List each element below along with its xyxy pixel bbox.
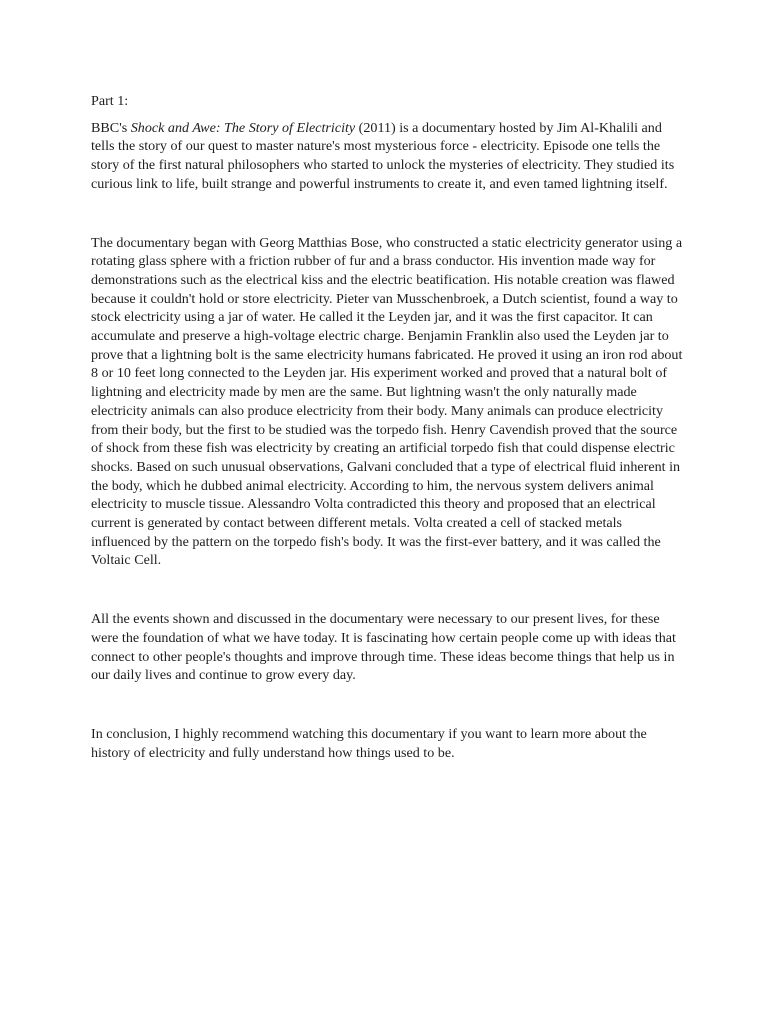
document-body — [91, 92, 683, 762]
intro-lead: BBC's — [91, 119, 131, 136]
part-heading: Part 1: — [91, 93, 129, 109]
conclusion-paragraph: In conclusion, I highly recommend watching this documentary if you want to learn more about the history of electricity and fully understand how things used to be. — [91, 725, 647, 761]
documentary-title: Shock and Awe: The Story of Electricity — [130, 119, 356, 136]
intro-paragraph — [91, 119, 683, 194]
significance-paragraph: All the events shown and discussed in the documentary were necessary to our present lives, for these were the foundation of what we have today. It is fascinating how certain people come up with ideas that connect to other people's thoughts and improve through time. These ideas become things that help us in our daily lives and continue to grow every day. — [91, 611, 676, 684]
intro-rest: (2011) is a documentary hosted by Jim Al-Khalili and tells the story of our quest to master nature's most mysterious force - electricity. Episode one tells the story of the first natural philosophers who started to unlock the mysteries of electricity. They studied its curious link to life, built strange and powerful instruments to create it, and even tamed lightning itself. — [91, 119, 675, 192]
history-paragraph: The documentary began with Georg Matthias Bose, who constructed a static electricity generator using a rotating glass sphere with a friction rubber of fur and a brass conductor. His invention made way for demonstrations such as the electrical kiss and the electric beatification. His notable creation was flawed because it couldn't hold or store electricity. Pieter van Musschenbroek, a Dutch scientist, found a way to stock electricity using a jar of water. He called it the Leyden jar, and it was the first capacitor. It can accumulate and preserve a high-voltage electric charge. Benjamin Franklin also used the Leyden jar to prove that a lightning bolt is the same electricity humans fabricated. He proved it using an iron rod about 8 or 10 feet long connected to the Leyden jar. His experiment worked and proved that a natural bolt of lightning and electricity made by men are the same. But lightning wasn't the only naturally made electricity animals can also produce electricity from their body. Many animals can produce electricity from their body, but the first to be studied was the torpedo fish. Henry Cavendish proved that the source of shock from these fish was electricity by creating an artificial torpedo fish that could dispense electric shocks. Based on such unusual observations, Galvani concluded that a type of electrical fluid inherent in the body, which he dubbed animal electricity. According to him, the nervous system delivers animal electricity to muscle tissue. Alessandro Volta contradicted this theory and proposed that an electrical current is generated by contact between different metals. Volta created a cell of stacked metals influenced by the pattern on the torpedo fish's body. It was the first-ever battery, and it was called the Voltaic Cell. — [91, 234, 683, 569]
